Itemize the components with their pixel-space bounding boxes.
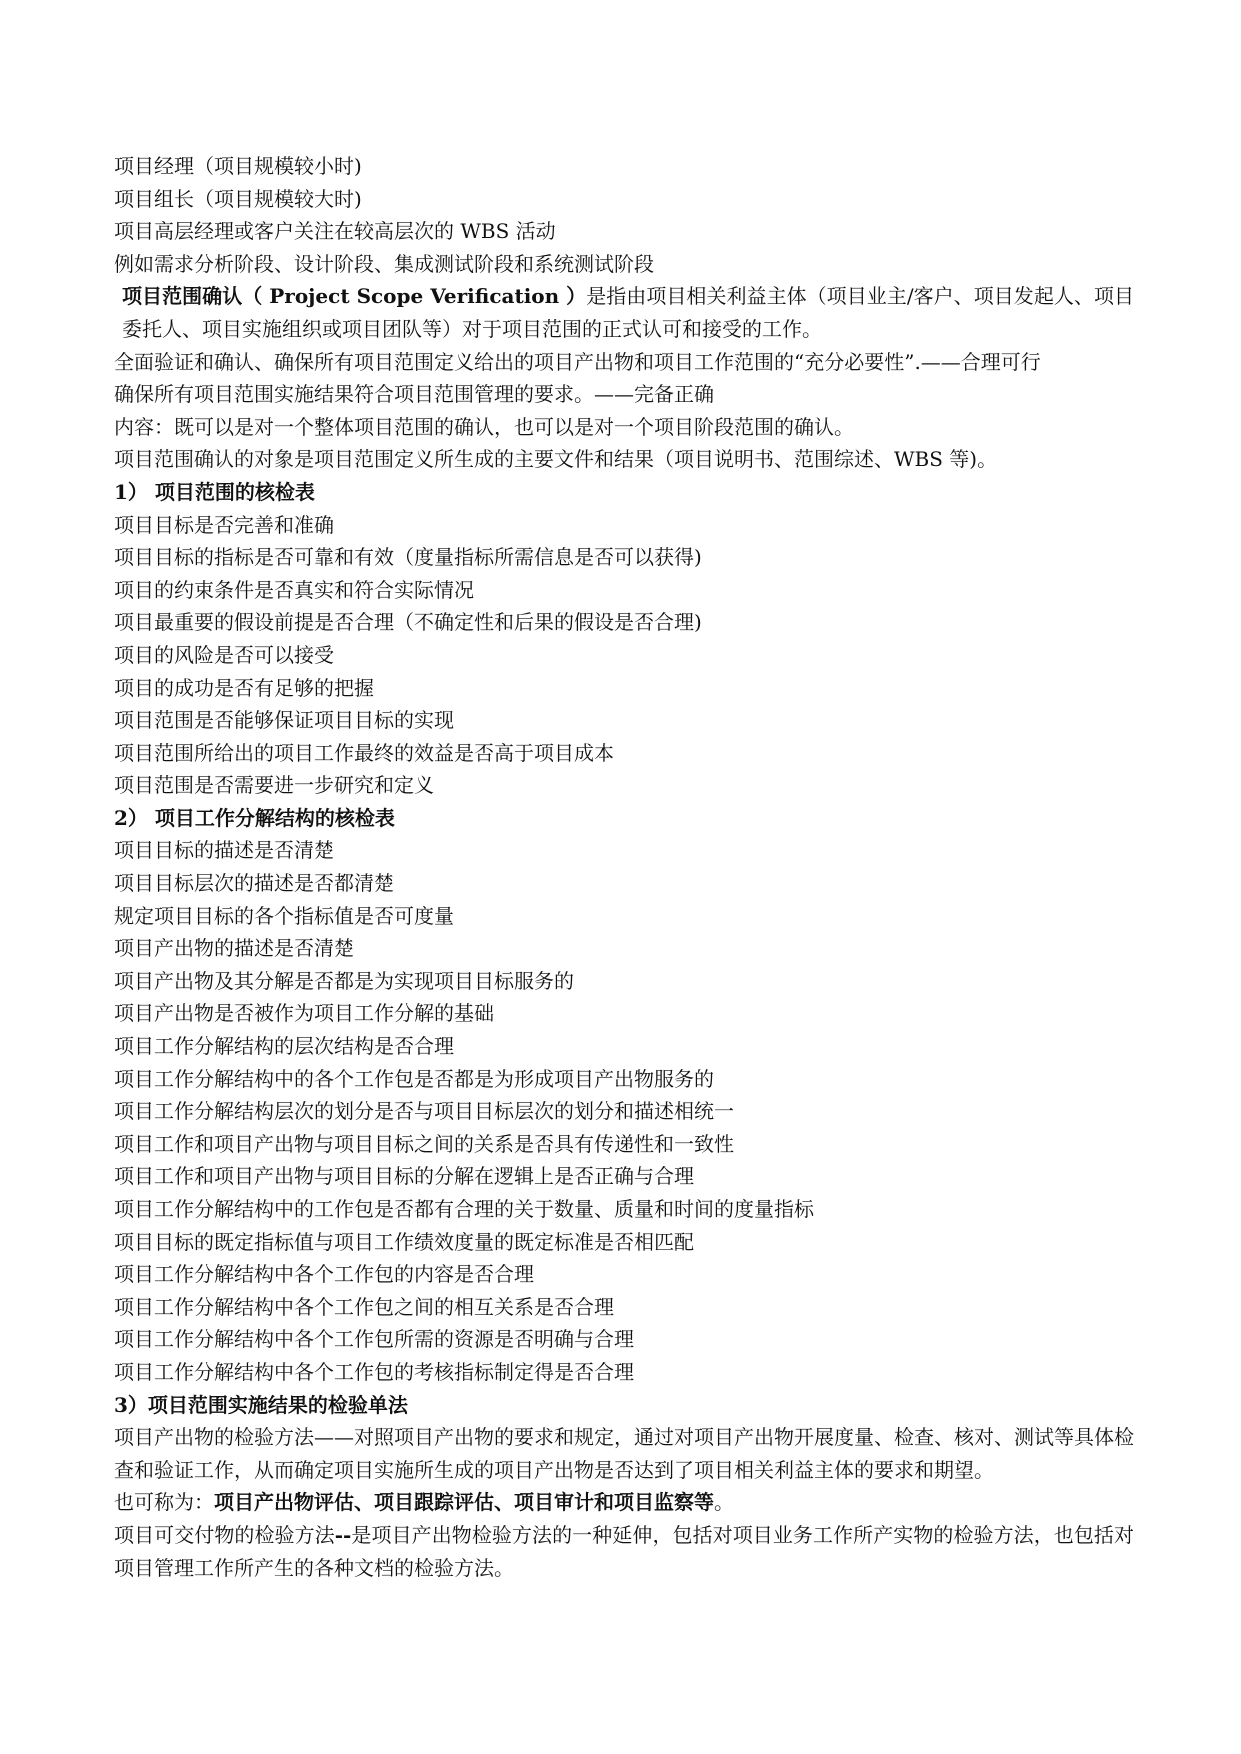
alias-paragraph (114, 1486, 1134, 1519)
checklist-item: 项目范围是否需要进一步研究和定义 (114, 773, 434, 798)
checklist-item: 项目工作分解结构中各个工作包之间的相互关系是否合理 (114, 1294, 614, 1319)
deliverable-dash: -- (334, 1522, 352, 1547)
definition-text: 是指由项目相关利益主体（项目业主/客户、项目发起人、项目委托人、项目实施组织或项目团队等）对于项目范围的正式认可和接受的工作。 (122, 284, 1134, 341)
checklist-item: 项目目标的指标是否可靠和有效（度量指标所需信息是否可以获得) (114, 545, 702, 570)
checklist-item: 项目工作和项目产出物与项目目标之间的关系是否具有传递性和一致性 (114, 1131, 734, 1156)
checklist-item: 项目产出物的描述是否清楚 (114, 936, 354, 961)
section-scope-checklist (114, 476, 1134, 802)
intro-line: 项目高层经理或客户关注在较高层次的 WBS 活动 (114, 219, 556, 244)
checklist-item: 项目范围是否能够保证项目目标的实现 (114, 708, 454, 733)
checklist-item: 项目产出物及其分解是否都是为实现项目目标服务的 (114, 968, 574, 993)
checklist-item: 项目工作分解结构中的工作包是否都有合理的关于数量、质量和时间的度量指标 (114, 1197, 814, 1221)
checklist-item: 项目范围所给出的项目工作最终的效益是否高于项目成本 (114, 740, 614, 765)
alias-terms: 项目产出物评估、项目跟踪评估、项目审计和项目监察等 (214, 1490, 714, 1515)
document-page (114, 150, 1134, 1584)
section-verification-methods (114, 1389, 1134, 1585)
alias-prefix: 也可称为： (114, 1490, 214, 1515)
section-wbs-checklist (114, 802, 1134, 1389)
checklist-item: 项目工作和项目产出物与项目目标的分解在逻辑上是否正确与合理 (114, 1164, 694, 1189)
checklist-item: 项目最重要的假设前提是否合理（不确定性和后果的假设是否合理) (114, 610, 702, 635)
checklist-item: 项目目标是否完善和准确 (114, 512, 334, 537)
body-line: 全面验证和确认、确保所有项目范围定义给出的项目产出物和项目工作范围的“充分必要性”.——合理可行 (114, 349, 1041, 374)
after-definition-block (114, 346, 1134, 476)
checklist-item: 项目工作分解结构的层次结构是否合理 (114, 1034, 454, 1059)
checklist-item: 项目工作分解结构中各个工作包的考核指标制定得是否合理 (114, 1359, 634, 1384)
method-paragraph: 项目产出物的检验方法——对照项目产出物的要求和规定，通过对项目产出物开展度量、检查、核对、测试等具体检查和验证工作，从而确定项目实施所生成的项目产出物是否达到了项目相关利益主体的要求和期望。 (114, 1425, 1134, 1482)
deliverable-paragraph (114, 1519, 1134, 1584)
alias-suffix: 。 (714, 1490, 734, 1515)
checklist-item: 项目的成功是否有足够的把握 (114, 675, 374, 700)
checklist-item: 项目的风险是否可以接受 (114, 642, 334, 667)
checklist-item: 项目工作分解结构中的各个工作包是否都是为形成项目产出物服务的 (114, 1066, 714, 1091)
deliverable-rest: 是项目产出物检验方法的一种延伸，包括对项目业务工作所产实物的检验方法，也包括对项目管理工作所产生的各种文档的检验方法。 (114, 1522, 1135, 1580)
checklist-item: 项目工作分解结构中各个工作包所需的资源是否明确与合理 (114, 1327, 634, 1352)
checklist-item: 规定项目目标的各个指标值是否可度量 (114, 903, 454, 928)
section-heading: 3）项目范围实施结果的检验单法 (114, 1392, 408, 1417)
checklist-item: 项目工作分解结构中各个工作包的内容是否合理 (114, 1262, 534, 1287)
definition-paragraph (114, 280, 1134, 345)
checklist-item: 项目的约束条件是否真实和符合实际情况 (114, 577, 474, 602)
checklist-item: 项目工作分解结构层次的划分是否与项目目标层次的划分和描述相统一 (114, 1099, 734, 1124)
body-line: 确保所有项目范围实施结果符合项目范围管理的要求。——完备正确 (114, 382, 714, 407)
intro-line: 项目经理（项目规模较小时) (114, 154, 362, 178)
intro-block (114, 150, 1134, 280)
checklist-item: 项目目标的既定指标值与项目工作绩效度量的既定标准是否相匹配 (114, 1229, 694, 1254)
checklist-item: 项目目标层次的描述是否都清楚 (114, 871, 394, 896)
section-heading: 1） 项目范围的核检表 (114, 479, 315, 504)
intro-line: 项目组长（项目规模较大时) (114, 186, 362, 211)
body-line: 内容：既可以是对一个整体项目范围的确认，也可以是对一个项目阶段范围的确认。 (114, 414, 854, 439)
intro-line: 例如需求分析阶段、设计阶段、集成测试阶段和系统测试阶段 (114, 251, 654, 276)
section-heading: 2） 项目工作分解结构的核检表 (114, 805, 395, 830)
checklist-item: 项目产出物是否被作为项目工作分解的基础 (114, 1001, 494, 1026)
definition-term: 项目范围确认（ Project Scope Verification ） (122, 284, 587, 309)
checklist-item: 项目目标的描述是否清楚 (114, 838, 334, 863)
body-line: 项目范围确认的对象是项目范围定义所生成的主要文件和结果（项目说明书、范围综述、WBS 等)。 (114, 447, 998, 472)
deliverable-prefix: 项目可交付物的检验方法 (114, 1522, 335, 1547)
